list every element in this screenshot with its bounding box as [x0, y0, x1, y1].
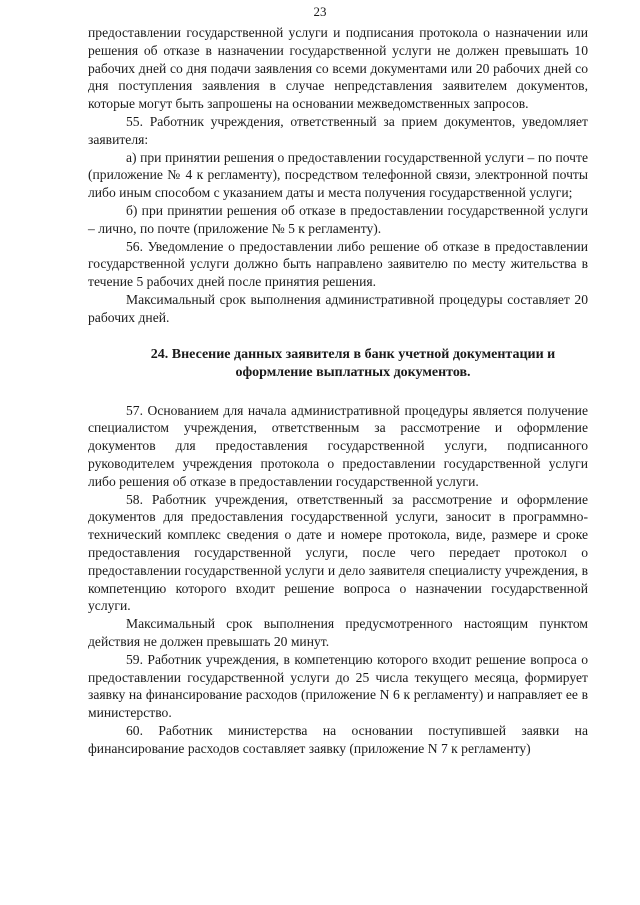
paragraph-58: 58. Работник учреждения, ответственный за рассмотрение и оформление документов для предоставления государственной услуги, заносит в программно-технический комплекс сведения о дате и номере протокола, виде, размере и сроке предоставления государственной услуги, после чего передает протокол о предоставлении государственной услуги и дело заявителя специалисту учреждения, в компетенцию которого входит решение вопроса о назначении государственной услуги.	[88, 491, 588, 614]
paragraph-55-a: а) при принятии решения о предоставлении государственной услуги – по почте (приложение № 4 к регламенту), посредством телефонной связи, электронной почты либо иным способом с указанием даты и места получения государственной услуги;	[88, 149, 588, 201]
paragraph-57: 57. Основанием для начала административной процедуры является получение специалистом учреждения, ответственным за рассмотрение и оформление документов для предоставления государственной услуги, подписанного руководителем учреждения протокола о предоставлении государственной услуги либо решения об отказе в предоставлении государственной услуги.	[88, 402, 588, 489]
paragraph-56: 56. Уведомление о предоставлении либо решение об отказе в предоставлении государственной услуги должно быть направлено заявителю по месту жительства в течение 5 рабочих дней после принятия решения.	[88, 238, 588, 290]
paragraph-55: 55. Работник учреждения, ответственный за прием документов, уведомляет заявителя:	[88, 113, 588, 147]
paragraph-continuation: предоставлении государственной услуги и подписания протокола о назначении или решения об отказе в назначении государственной услуги не должен превышать 10 рабочих дней со дня подачи заявления со всеми документами или 20 рабочих дней со дня поступления заявления в случае непредставления заявителем документов, которые могут быть запрошены на основании межведомственных запросов.	[88, 25, 588, 112]
paragraph-59: 59. Работник учреждения, в компетенцию которого входит решение вопроса о предоставлении государственной услуги до 25 числа текущего месяца, формирует заявку на финансирование расходов (приложение N 6 к регламенту) и направляет ее в министерство.	[88, 651, 588, 721]
paragraph-55-b: б) при принятии решения об отказе в предоставлении государственной услуги – лично, по почте (приложение № 5 к регламенту).	[88, 202, 588, 236]
paragraph-56-max-term: Максимальный срок выполнения административной процедуры составляет 20 рабочих дней.	[88, 291, 588, 325]
document-body	[88, 24, 588, 757]
page-number: 23	[313, 4, 327, 19]
section-heading: 24. Внесение данных заявителя в банк учетной документации и оформление выплатных документов.	[150, 346, 556, 381]
paragraph-60: 60. Работник министерства на основании поступившей заявки на финансирование расходов составляет заявку (приложение N 7 к регламенту)	[88, 722, 588, 756]
paragraph-58-max-term: Максимальный срок выполнения предусмотренного настоящим пунктом действия не должен превышать 20 минут.	[88, 616, 588, 649]
